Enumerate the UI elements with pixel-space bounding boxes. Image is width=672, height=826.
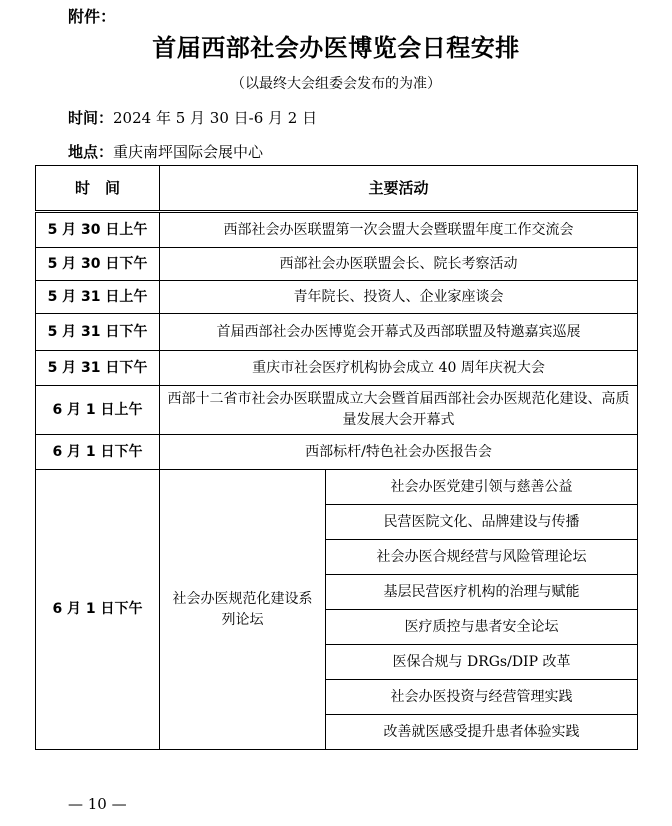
- row-activity: 重庆市社会医疗机构协会成立 40 周年庆祝大会: [160, 351, 638, 386]
- row-activity: 西部社会办医联盟第一次会盟大会暨联盟年度工作交流会: [160, 212, 638, 248]
- row-time: 5 月 31 日下午: [36, 351, 160, 386]
- table-row: [36, 435, 638, 470]
- document-title: 首届西部社会办医博览会日程安排: [152, 33, 520, 62]
- forum-session: 医保合规与 DRGs/DIP 改革: [326, 645, 638, 680]
- table-row: [36, 248, 638, 281]
- table-row: [36, 314, 638, 351]
- table-row: [36, 386, 638, 435]
- place-line: [68, 141, 263, 162]
- row-time: 5 月 31 日上午: [36, 281, 160, 314]
- forum-session: 民营医院文化、品牌建设与传播: [326, 505, 638, 540]
- header-time: 时 间: [36, 166, 160, 212]
- row-activity: 西部标杆/特色社会办医报告会: [160, 435, 638, 470]
- place-label: 地点：: [68, 143, 114, 161]
- schedule-table: [35, 165, 638, 750]
- header-activity: 主要活动: [160, 166, 638, 212]
- table-row: [36, 212, 638, 248]
- forum-session: 社会办医合规经营与风险管理论坛: [326, 540, 638, 575]
- forum-row: [36, 470, 638, 505]
- page-number: — 10 —: [68, 795, 127, 813]
- forum-session: 社会办医党建引领与慈善公益: [326, 470, 638, 505]
- document-note: （以最终大会组委会发布的为准）: [231, 76, 441, 92]
- forum-session: 社会办医投资与经营管理实践: [326, 680, 638, 715]
- row-activity: 青年院长、投资人、企业家座谈会: [160, 281, 638, 314]
- table-header-row: [36, 166, 638, 212]
- row-time: 5 月 31 日下午: [36, 314, 160, 351]
- table-row: [36, 351, 638, 386]
- row-activity: 西部社会办医联盟会长、院长考察活动: [160, 248, 638, 281]
- row-time: 5 月 30 日上午: [36, 212, 160, 248]
- row-time: 6 月 1 日下午: [36, 435, 160, 470]
- forum-session: 基层民营医疗机构的治理与赋能: [326, 575, 638, 610]
- forum-time: 6 月 1 日下午: [36, 470, 160, 750]
- time-line: [68, 107, 317, 128]
- time-value: 2024 年 5 月 30 日-6 月 2 日: [113, 109, 318, 127]
- row-time: 5 月 30 日下午: [36, 248, 160, 281]
- forum-session: 医疗质控与患者安全论坛: [326, 610, 638, 645]
- place-value: 重庆南坪国际会展中心: [113, 143, 264, 161]
- time-label: 时间：: [68, 109, 114, 127]
- row-time: 6 月 1 日上午: [36, 386, 160, 435]
- attachment-label: 附件：: [68, 7, 117, 26]
- forum-name: 社会办医规范化建设系列论坛: [160, 470, 326, 750]
- forum-session: 改善就医感受提升患者体验实践: [326, 715, 638, 750]
- row-activity: 西部十二省市社会办医联盟成立大会暨首届西部社会办医规范化建设、高质量发展大会开幕式: [160, 386, 638, 435]
- row-activity: 首届西部社会办医博览会开幕式及西部联盟及特邀嘉宾巡展: [160, 314, 638, 351]
- table-row: [36, 281, 638, 314]
